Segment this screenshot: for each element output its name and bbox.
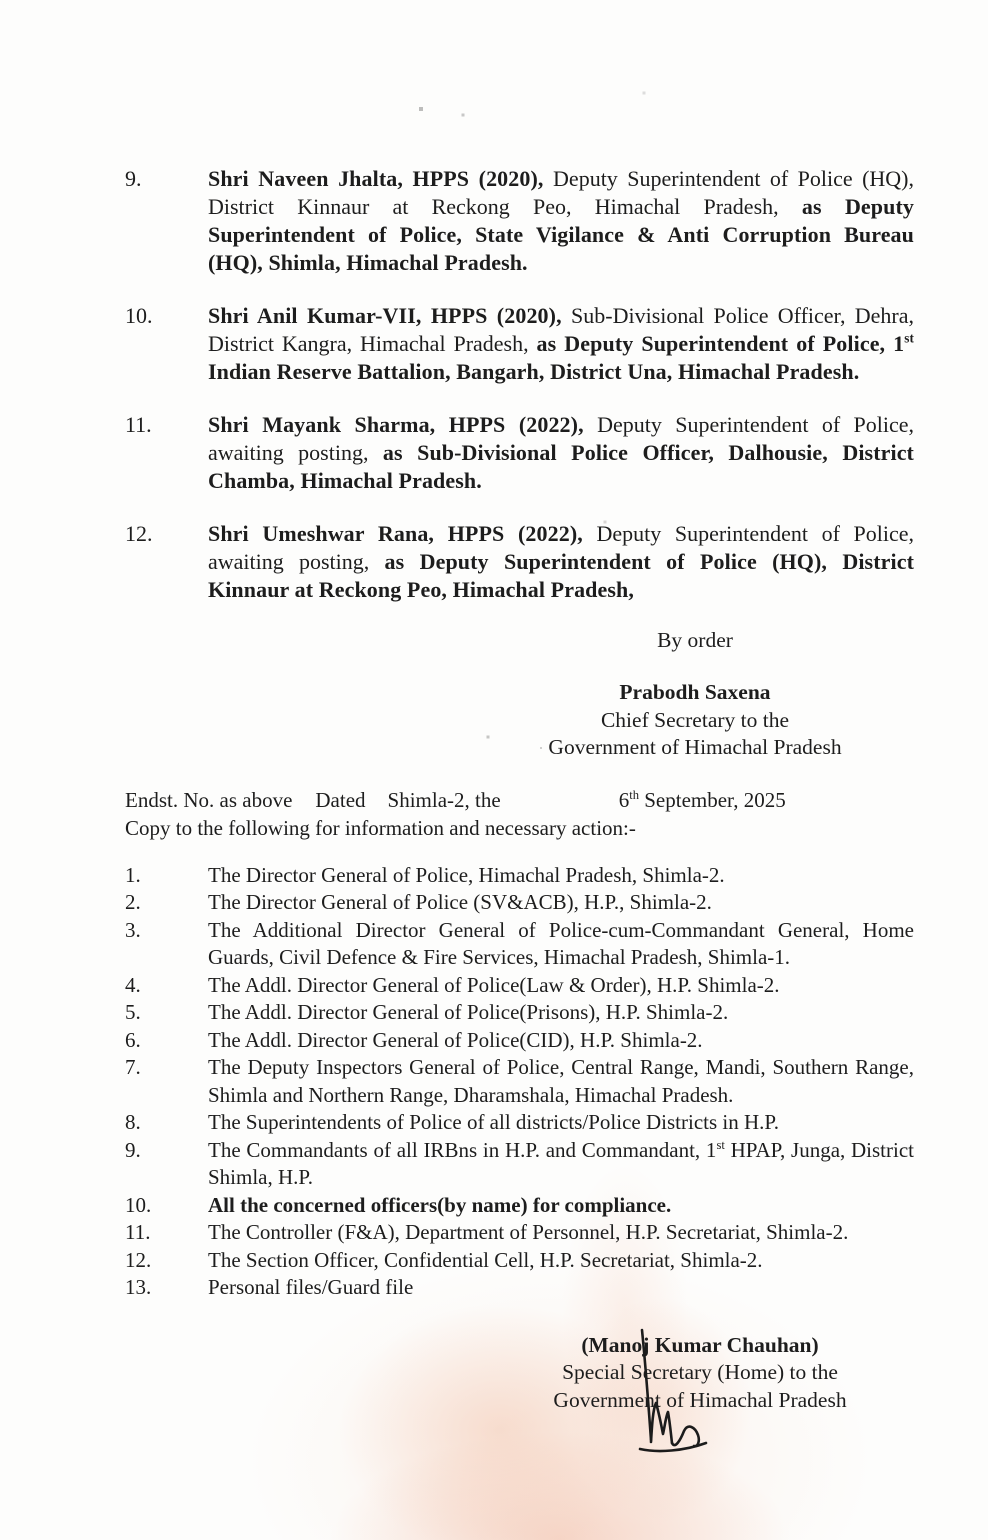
special-secretary-name: (Manoj Kumar Chauhan) xyxy=(581,1332,819,1357)
chief-secretary-title-line2: Government of Himachal Pradesh xyxy=(548,735,842,759)
text-segment: Deputy Superintendent of Police, awaiting posting, xyxy=(208,521,914,574)
text-segment: Shri Mayank Sharma, HPPS (2022), xyxy=(208,412,598,437)
item-text xyxy=(208,999,914,1027)
scan-speck-marks xyxy=(0,0,2,2)
posting-orders-list xyxy=(125,165,914,604)
signature-icon xyxy=(628,1322,720,1458)
text-segment: Shri Umeshwar Rana, HPPS (2022), xyxy=(208,521,597,546)
item-text xyxy=(208,1137,914,1192)
copy-item xyxy=(125,889,914,917)
chief-secretary-name: Prabodh Saxena xyxy=(619,680,771,704)
item-number: 9. xyxy=(125,1137,141,1162)
text-segment: Deputy Superintendent of Police (HQ), District Kinnaur at Reckong Peo, Himachal Pradesh, xyxy=(208,166,914,219)
item-number: 8. xyxy=(125,1110,141,1134)
item-text xyxy=(208,1192,914,1220)
copy-item xyxy=(125,917,914,972)
posting-order-item xyxy=(125,302,914,386)
superscript: st xyxy=(904,330,914,346)
text-segment: as Deputy Superintendent of Police, 1 xyxy=(536,331,905,356)
item-number: 5. xyxy=(125,1000,141,1024)
item-text xyxy=(208,302,914,386)
copy-item xyxy=(125,972,914,1000)
text-segment: The Deputy Inspectors General of Police, Central Range, Mandi, Southern Range, Shimla and Northern Range, Dharamshala, Himachal Pradesh. xyxy=(208,1055,914,1107)
item-text xyxy=(208,1109,914,1137)
text-segment: as Deputy Superintendent of Police, State Vigilance & Anti Corruption Bureau (HQ), Shimla, Himachal Pradesh. xyxy=(208,194,914,275)
text-segment: The Addl. Director General of Police(Law & Order), H.P. Shimla-2. xyxy=(208,972,780,997)
text-segment: The Section Officer, Confidential Cell, H.P. Secretariat, Shimla-2. xyxy=(208,1247,763,1272)
item-text xyxy=(208,862,914,890)
item-text xyxy=(208,1247,914,1275)
item-number: 12. xyxy=(125,1247,152,1272)
text-segment: Personal files/Guard file xyxy=(208,1275,414,1299)
copy-item xyxy=(125,1274,914,1302)
text-segment: The Director General of Police, Himachal Pradesh, Shimla-2. xyxy=(208,862,725,887)
item-text xyxy=(208,165,914,277)
copy-item xyxy=(125,1137,914,1192)
posting-order-item xyxy=(125,165,914,277)
copy-item xyxy=(125,1027,914,1055)
by-order-line: By order xyxy=(657,628,733,652)
special-secretary-title-line2: Government of Himachal Pradesh xyxy=(553,1387,847,1412)
text-segment: The Addl. Director General of Police(Prisons), H.P. Shimla-2. xyxy=(208,1000,729,1024)
text-segment: Sub-Divisional Police Officer, Dehra, District Kangra, Himachal Pradesh, xyxy=(208,303,915,356)
copy-item xyxy=(125,999,914,1027)
item-text xyxy=(208,1219,914,1247)
item-number: 10. xyxy=(125,303,153,328)
endorsement-place: Shimla-2, the xyxy=(387,787,501,812)
item-number: 6. xyxy=(125,1027,141,1052)
item-number: 13. xyxy=(125,1275,152,1299)
item-number: 9. xyxy=(125,166,142,191)
dated-label: Dated xyxy=(315,787,366,812)
item-text xyxy=(208,1274,914,1302)
text-segment: The Director General of Police (SV&ACB), H.P., Shimla-2. xyxy=(208,890,712,914)
item-number: 11. xyxy=(125,412,152,437)
item-text xyxy=(208,411,914,495)
chief-secretary-title-line1: Chief Secretary to the xyxy=(600,707,790,732)
copy-item xyxy=(125,1247,914,1275)
text-segment: September, 2025 xyxy=(639,787,786,812)
posting-order-item xyxy=(125,411,914,495)
item-number: 4. xyxy=(125,972,141,997)
superscript: st xyxy=(716,1137,725,1152)
text-segment: as Deputy Superintendent of Police (HQ), District Kinnaur at Reckong Peo, Himachal Pradesh, xyxy=(208,549,914,602)
text-segment: Shri Anil Kumar-VII, HPPS (2020), xyxy=(208,303,572,328)
text-segment: The Addl. Director General of Police(CID), H.P. Shimla-2. xyxy=(208,1027,703,1052)
item-text xyxy=(208,1027,914,1055)
item-number: 11. xyxy=(125,1220,151,1244)
text-segment: All the concerned officers(by name) for compliance. xyxy=(208,1192,672,1217)
item-number: 12. xyxy=(125,521,153,546)
item-number: 2. xyxy=(125,890,141,914)
copy-item xyxy=(125,862,914,890)
item-number: 1. xyxy=(125,862,141,887)
copy-item xyxy=(125,1054,914,1109)
text-segment: as Sub-Divisional Police Officer, Dalhousie, District Chamba, Himachal Pradesh. xyxy=(208,440,914,493)
text-segment: The Additional Director General of Police-cum-Commandant General, Home Guards, Civil Defence & Fire Services, Himachal Pradesh, Shimla-1. xyxy=(208,917,914,969)
text-segment: Deputy Superintendent of Police, awaiting posting, xyxy=(208,412,914,465)
text-segment: 6 xyxy=(618,787,630,812)
item-text xyxy=(208,1054,914,1109)
copy-item xyxy=(125,1192,914,1220)
copy-item xyxy=(125,1109,914,1137)
item-text xyxy=(208,889,914,917)
text-segment: HPAP, Junga, District Shimla, H.P. xyxy=(208,1137,914,1189)
copy-distribution-list xyxy=(125,862,914,1302)
text-segment: The Commandants of all IRBns in H.P. and Commandant, 1 xyxy=(208,1137,717,1162)
item-number: 3. xyxy=(125,917,141,942)
item-number: 10. xyxy=(125,1192,152,1217)
endorsement-date xyxy=(619,788,786,812)
item-text xyxy=(208,520,914,604)
copy-item xyxy=(125,1219,914,1247)
chief-secretary-signature-block xyxy=(540,679,850,762)
item-text xyxy=(208,917,914,972)
text-segment: Indian Reserve Battalion, Bangarh, District Una, Himachal Pradesh. xyxy=(208,359,860,384)
text-segment: Shri Naveen Jhalta, HPPS (2020), xyxy=(208,166,554,191)
endorsement-line xyxy=(125,786,914,814)
superscript: th xyxy=(629,787,639,802)
posting-order-item xyxy=(125,520,914,604)
endorsement-ref: Endst. No. as above xyxy=(125,787,293,812)
copy-to-heading: Copy to the following for information and necessary action:- xyxy=(125,815,636,840)
special-secretary-title-line1: Special Secretary (Home) to the xyxy=(562,1360,838,1384)
text-segment: The Controller (F&A), Department of Personnel, H.P. Secretariat, Shimla-2. xyxy=(208,1220,849,1244)
item-number: 7. xyxy=(125,1055,141,1079)
text-segment: The Superintendents of Police of all districts/Police Districts in H.P. xyxy=(208,1110,780,1134)
item-text xyxy=(208,972,914,1000)
